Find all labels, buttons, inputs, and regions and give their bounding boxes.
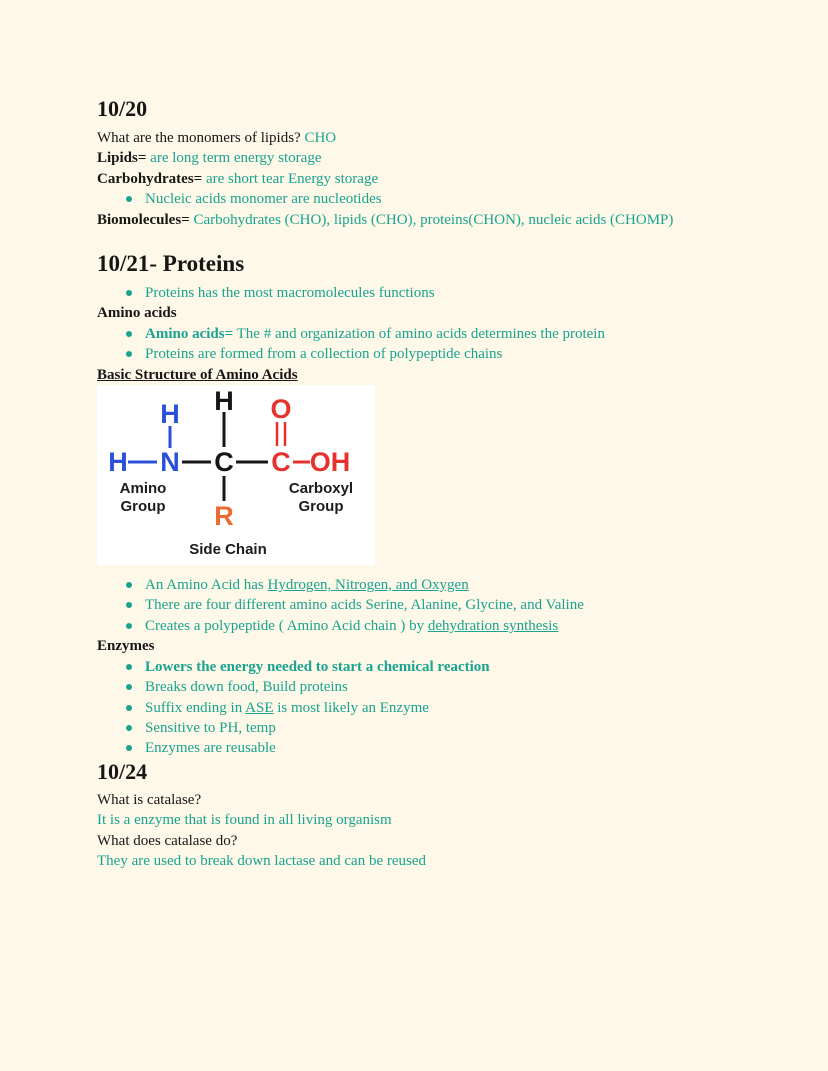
question-monomers-answer: CHO <box>304 130 337 146</box>
nucleic-acid-list <box>97 189 737 209</box>
basic-structure-subheading: Basic Structure of Amino Acids <box>97 366 298 383</box>
question-monomers-text: What are the monomers of lipids? <box>97 130 305 146</box>
atom-nitrogen: N <box>160 447 180 478</box>
list-item: Proteins are formed from a collection of polypeptide chains <box>145 344 737 364</box>
label-side-chain: Side Chain <box>189 541 267 559</box>
carbohydrates-term: Carbohydrates= <box>97 170 203 187</box>
list-item: There are four different amino acids Serine, Alanine, Glycine, and Valine <box>145 595 737 615</box>
atom-r-group: R <box>214 501 234 532</box>
biomolecules-term: Biomolecules= <box>97 211 190 228</box>
biomolecules-definition: Carbohydrates (CHO), lipids (CHO), proteins(CHON), nucleic acids (CHOMP) <box>189 211 674 228</box>
carbohydrates-definition-line <box>97 169 737 189</box>
list-item <box>145 575 737 595</box>
suffix-post: is most likely an Enzyme <box>273 699 429 716</box>
proteins-intro-list <box>97 283 737 303</box>
heading-10-24: 10/24 <box>97 758 148 784</box>
atom-hydrogen-amine-top: H <box>160 399 180 430</box>
list-item <box>145 616 737 636</box>
list-item: Proteins has the most macromolecules functions <box>145 283 737 303</box>
biomolecules-definition-line <box>97 210 737 230</box>
catalase-answer-1: It is a enzyme that is found in all living organism <box>97 812 392 829</box>
enzymes-subheading: Enzymes <box>97 638 155 655</box>
suffix-pre: Suffix ending in <box>145 699 246 716</box>
catalase-question-2: What does catalase do? <box>97 832 238 849</box>
ase-underlined: ASE <box>245 699 274 716</box>
composition-underlined: Hydrogen, Nitrogen, and Oxygen <box>267 577 469 594</box>
list-item: Nucleic acids monomer are nucleotides <box>145 189 737 209</box>
atom-hydrogen-top: H <box>214 386 234 417</box>
question-monomers-line <box>97 128 737 148</box>
list-item: Breaks down food, Build proteins <box>145 677 737 697</box>
label-carboxyl-group-line1: Carboxyl <box>288 480 354 498</box>
amino-acids-definition: The # and organization of amino acids determines the protein <box>233 325 605 342</box>
creates-polypeptide-pre: Creates a polypeptide ( Amino Acid chain ) by <box>145 617 428 634</box>
catalase-question-1: What is catalase? <box>97 791 202 808</box>
atom-oxygen: O <box>270 394 292 425</box>
amino-acid-facts-list <box>97 575 737 636</box>
dehydration-synthesis-underlined: dehydration synthesis <box>427 617 559 634</box>
label-amino-group-line1: Amino <box>119 480 167 498</box>
atom-carbon-carboxyl: C <box>271 447 291 478</box>
amino-acid-structure-svg <box>97 385 375 565</box>
composition-pre: An Amino Acid has <box>145 577 268 594</box>
list-item <box>145 698 737 718</box>
document-content <box>97 96 737 871</box>
list-item: Lowers the energy needed to start a chemical reaction <box>145 657 737 677</box>
amino-acids-term: Amino acids= <box>145 325 234 342</box>
list-item <box>145 324 737 344</box>
amino-acid-diagram <box>97 385 375 565</box>
heading-10-20: 10/20 <box>97 96 148 121</box>
amino-acids-subheading: Amino acids <box>97 305 177 322</box>
lipids-definition-line <box>97 148 737 168</box>
carbohydrates-definition: are short tear Energy storage <box>202 170 379 187</box>
enzymes-list <box>97 657 737 759</box>
label-carboxyl-group-line2: Group <box>298 498 344 516</box>
lipids-definition: are long term energy storage <box>146 150 322 167</box>
label-amino-group-line2: Group <box>120 498 166 516</box>
heading-10-21-proteins: 10/21- Proteins <box>97 251 245 277</box>
list-item: Sensitive to PH, temp <box>145 718 737 738</box>
atom-hydroxyl: OH <box>309 447 351 478</box>
atom-carbon-center: C <box>214 447 234 478</box>
lipids-term: Lipids= <box>97 150 147 167</box>
atom-hydrogen-amine-left: H <box>108 447 128 478</box>
list-item: Enzymes are reusable <box>145 738 737 758</box>
amino-acids-list <box>97 324 737 365</box>
catalase-answer-2: They are used to break down lactase and can be reused <box>97 852 427 869</box>
